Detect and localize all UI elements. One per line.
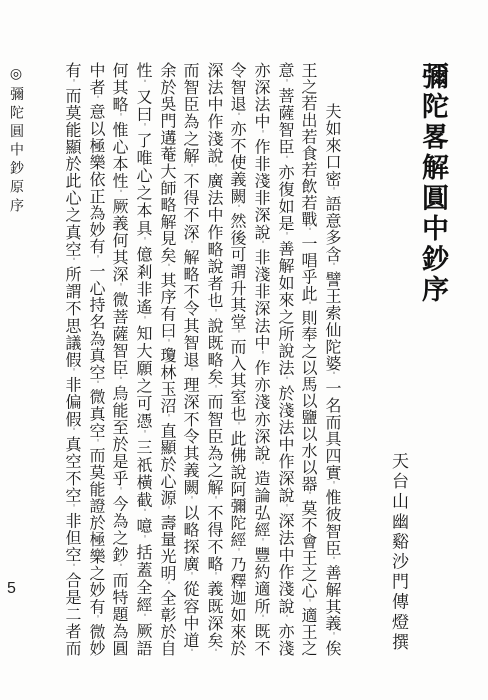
body-column-1: 夫如來口密。語意多含。譬王索仙陀婆。一名而具四實。惟彼智臣。善解其義。俟 <box>323 103 342 657</box>
running-header: ◎彌陀圓中鈔原序 <box>8 66 24 212</box>
body-column-3: 意。菩薩智臣。亦復如是。善解如來之所說法。於淺法中作深說。深法中作淺說。亦淺 <box>276 62 295 657</box>
body-column-10: 何其略。惟心本性。厥義何其深。微菩薩智臣。烏能至於是乎。今為之鈔。而特題為圓 <box>110 62 129 657</box>
body-column-9: 性。又曰。了唯心之本具。億剎非遙。知大願之可憑。三祇橫截。噫。括蓋全經。厥語 <box>134 62 153 657</box>
body-column-6: 深法中作淺說。廣法中作略說者也。說既略矣。而智臣為之解。不得不略。義既深矣。 <box>205 62 224 657</box>
body-column-5: 令智退。亦不使義闕。然後可謂升其堂。而入其室也。此佛說阿彌陀經。乃釋迦如來於 <box>228 62 247 657</box>
body-column-12: 有。而莫能顯於此心之真空。所謂不思議假。非偏假。真空不空。非但空。合是二者而 <box>63 62 82 657</box>
body-column-2: 王之若出若食若飲若戰。一唱乎此。則奉之以馬以鹽以水以器。莫不會王之心。適王之 <box>299 62 318 657</box>
body-column-4: 亦深法中。作非淺非深說。非淺非深法中。作亦淺亦深說。造論弘經。豐約適所。既不 <box>252 62 271 657</box>
page-number: 5 <box>7 580 16 597</box>
body-column-7: 而智臣為之解。不得不深。解略不令其智退。理深不令其義闕。以略探廣。從容中道。 <box>181 62 200 657</box>
body-column-11: 中者。意以極樂依正為妙有。一心持名為真空。微真空。而莫能證於極樂之妙有。微妙 <box>87 62 106 657</box>
body-column-8: 余於吳門遘菴大師略解見矣。其序有曰。瓊林玉沼。直顯於心源。壽量光明。全彰於自 <box>158 62 177 657</box>
document-title: 彌陀畧解圓中鈔序 <box>417 62 448 302</box>
author-line: 天台山幽谿沙門傳燈撰 <box>388 452 408 650</box>
